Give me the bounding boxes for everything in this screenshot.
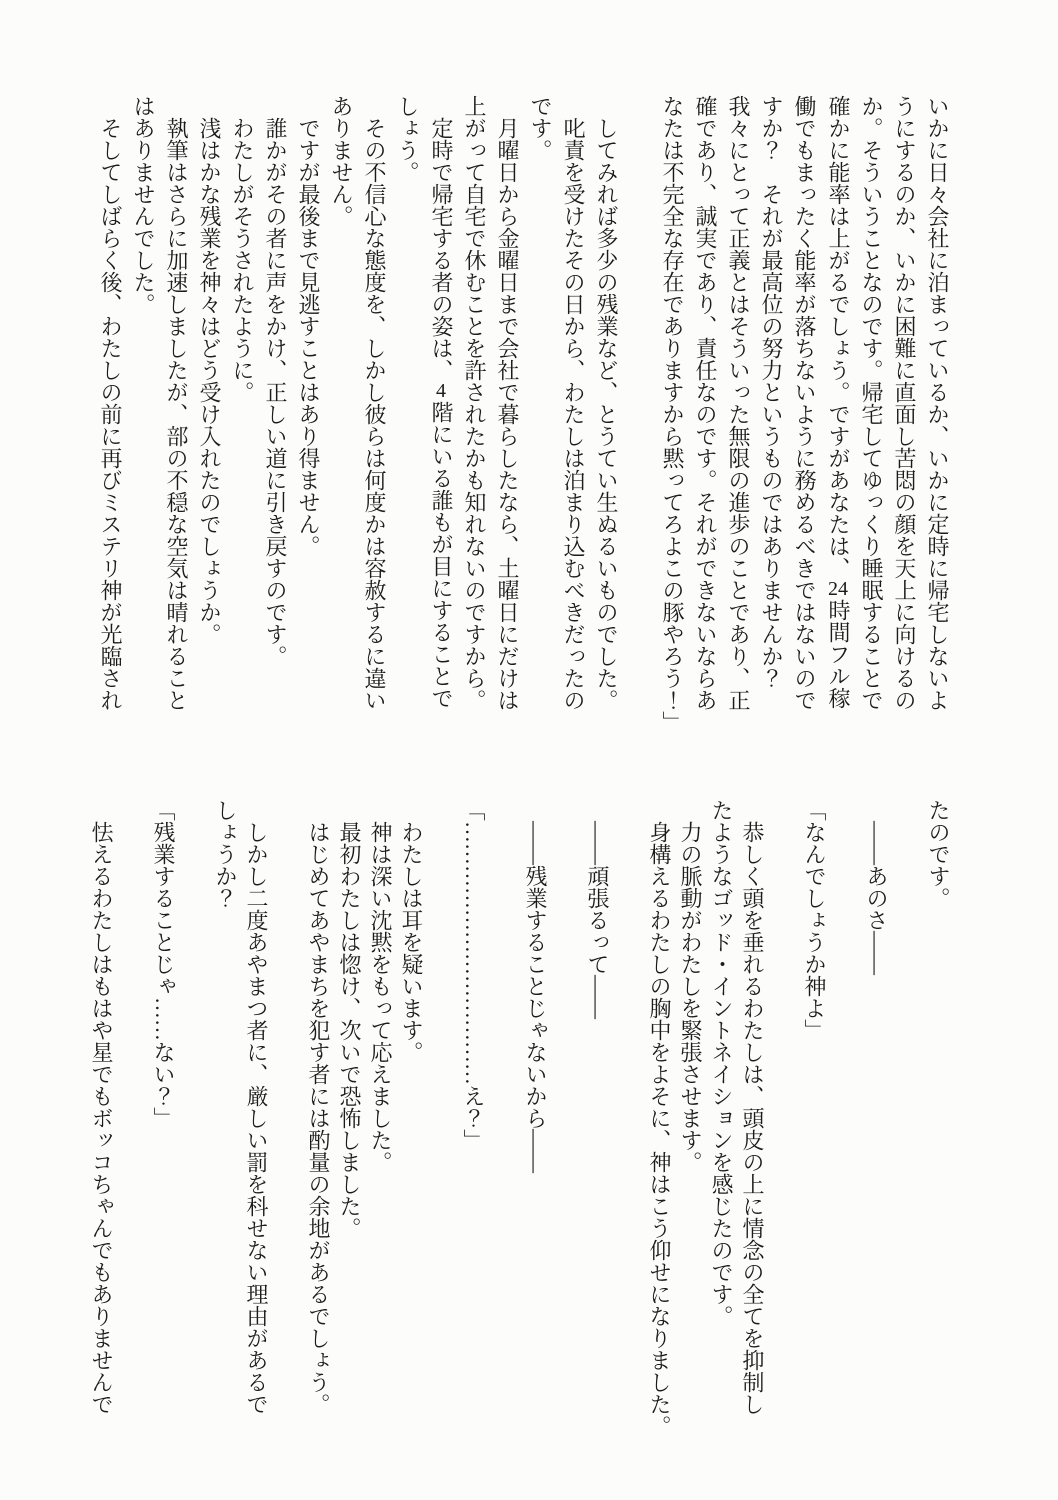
text-column: 上がって自宅で休むことを許されたかも知れないのですから。	[462, 95, 487, 711]
tate-chu-yoko-number: 24	[828, 579, 848, 599]
text-column: しかし二度あやまつ者に、厳しい罰を科せない理由があるで	[244, 799, 269, 1415]
text-block-top	[94, 95, 954, 755]
text-column: 誰かがその者に声をかけ、正しい道に引き戻すのです。	[263, 95, 288, 667]
blank-column	[179, 799, 210, 1459]
text-column: その不信心な態度を、しかし彼らは何度かは容赦するに違い	[362, 95, 387, 711]
text-column: 最初わたしは惚け、次いで恐怖しました。	[337, 799, 362, 1239]
text-column: してみれば多少の残業など、とうてい生ぬるいものでした。	[594, 95, 619, 711]
text-column: そしてしばらく後、わたしの前に再びミステリ神が光臨され	[98, 95, 123, 711]
blank-column	[272, 799, 303, 1459]
text-column: 「残業することじゃ……ない？」	[151, 799, 176, 1129]
blank-column	[551, 799, 582, 1459]
blank-column	[892, 799, 923, 1459]
blank-column	[830, 799, 861, 1459]
blank-column	[117, 799, 148, 1459]
text-column: 働でもまったく能率が落ちないように務めるべきではないので	[792, 95, 817, 711]
blank-column	[623, 95, 656, 755]
text-column: わたしがそうされたように。	[230, 95, 255, 403]
text-column: わたしは耳を疑います。	[399, 799, 424, 1063]
text-column: はじめてあやまちを犯す者には酌量の余地があるでしょう。	[306, 799, 331, 1415]
text-column: しょう。	[395, 95, 420, 183]
text-column: はありませんでした。	[131, 95, 156, 315]
text-column: 身構えるわたしの胸中をよそに、神はこう仰せになりました。	[647, 799, 672, 1437]
text-column: いかに日々会社に泊まっているか、いかに定時に帰宅しないよ	[925, 95, 950, 711]
text-column: 月曜日から金曜日まで会社で暮らしたなら、土曜日にだけは	[495, 95, 520, 711]
text-column: たのです。	[926, 799, 951, 909]
text-column: 執筆はさらに加速しましたが、部の不穏な空気は晴れること	[164, 95, 189, 711]
text-column: なたは不完全な存在でありますから黙ってろよこの豚やろう！」	[660, 95, 685, 733]
text-column: 叱責を受けたその日から、わたしは泊まり込むべきだったの	[561, 95, 586, 711]
text-column: 「なんでしょうか神よ」	[802, 799, 827, 1041]
text-column: 浅はかな残業を神々はどう受け入れたのでしょうか。	[197, 95, 222, 645]
text-column: 神は深い沈黙をもって応えました。	[368, 799, 393, 1173]
text-column: ありません。	[329, 95, 354, 227]
text-column: 「………………………………え？」	[461, 799, 486, 1151]
text-column: 定時で帰宅する者の姿は、4階にいる誰もが目にすることで	[429, 95, 454, 709]
text-column: 力の脈動がわたしを緊張させます。	[678, 799, 703, 1173]
text-column: しょうか？	[213, 799, 238, 909]
text-column: ――残業することじゃないから――	[523, 799, 548, 1173]
text-column: か。そういうことなのです。帰宅してゆっくり睡眠することで	[859, 95, 884, 711]
text-column: 確かに能率は上がるでしょう。ですがあなたは、24時間フル稼	[826, 95, 851, 709]
text-block-bottom	[86, 799, 954, 1459]
text-column: ですが最後まで見逃すことはあり得ません。	[296, 95, 321, 557]
text-column: たようなゴッド・イントネイションを感じたのです。	[709, 799, 734, 1327]
text-column: 怯えるわたしはもはや星でもボッコちゃんでもありませんで	[89, 799, 114, 1415]
blank-column	[427, 799, 458, 1459]
text-column: ――あのさ――	[864, 799, 889, 975]
text-column: 確であり、誠実であり、責任なのです。それができないならあ	[693, 95, 718, 711]
text-column: です。	[528, 95, 553, 161]
text-column: うにするのか、いかに困難に直面し苦悶の顔を天上に向けるの	[892, 95, 917, 711]
text-column: ――頑張るって――	[585, 799, 610, 1019]
text-column: 我々にとって正義とはそういった無限の進歩のことであり、正	[726, 95, 751, 711]
text-column: すか？ それが最高位の努力というものではありませんか？	[759, 95, 784, 689]
blank-column	[489, 799, 520, 1459]
blank-column	[613, 799, 644, 1459]
blank-column	[768, 799, 799, 1459]
text-column: 恭しく頭を垂れるわたしは、頭皮の上に情念の全てを抑制し	[740, 799, 765, 1415]
tate-chu-yoko-number: 4	[436, 381, 446, 401]
